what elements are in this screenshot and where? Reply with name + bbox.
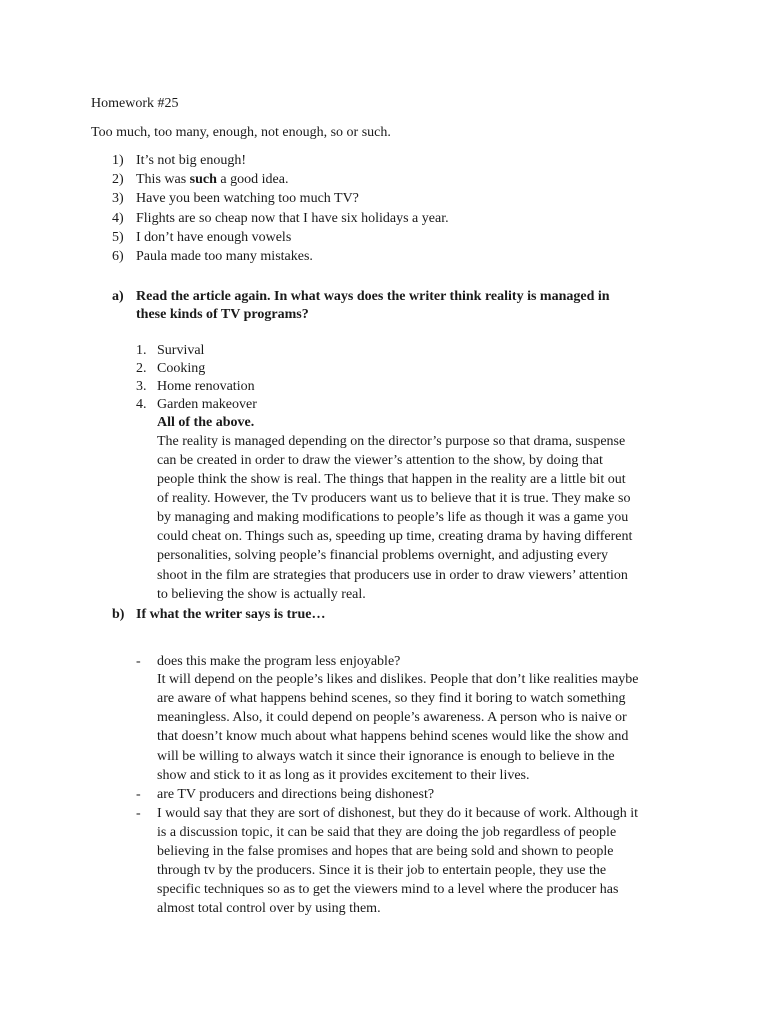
answer-line: The reality is managed depending on the director’s purpose so that drama, suspense <box>157 434 626 449</box>
program-number: 2. <box>136 361 147 376</box>
answer-line: shoot in the film are strategies that producers use in order to draw viewers’ attention <box>157 568 628 583</box>
answer-line: personalities, solving people’s financial problems overnight, and adjusting every <box>157 548 609 563</box>
item-text: Have you been watching too much TV? <box>136 191 359 206</box>
bullet-dash: - <box>136 654 141 669</box>
item-text: Paula made too many mistakes. <box>136 249 313 264</box>
question-line: If what the writer says is true… <box>136 607 326 622</box>
item-number: 3) <box>112 191 124 206</box>
answer-line: people think the show is real. The things that happen in the reality are a little bit out <box>157 472 626 487</box>
answer-line: is a discussion topic, it can be said that they are doing the job regardless of people <box>157 825 617 840</box>
answer-line: It will depend on the people’s likes and dislikes. People that don’t like realities maybe <box>157 672 639 687</box>
bullet-dash: - <box>136 806 141 821</box>
question-marker: a) <box>112 289 124 304</box>
item-text: It’s not big enough! <box>136 153 247 168</box>
item-number: 5) <box>112 230 124 245</box>
program-label: Cooking <box>157 361 206 376</box>
program-number: 3. <box>136 379 147 394</box>
answer-line: show and stick to it as long as it provides excitement to their lives. <box>157 768 530 783</box>
program-label: Home renovation <box>157 379 255 394</box>
answer-line: that doesn’t know much about what happens behind scenes would like the show and <box>157 729 629 744</box>
bullet-question: does this make the program less enjoyable? <box>157 654 401 669</box>
answer-line: almost total control over by using them. <box>157 901 381 916</box>
program-number: 1. <box>136 343 147 358</box>
item-text <box>136 171 288 189</box>
answer-line: through tv by the producers. Since it is their job to entertain people, they use the <box>157 863 607 878</box>
program-number: 4. <box>136 397 147 412</box>
item-text-emphasis: such <box>189 172 217 187</box>
answer-line: could cheat on. Things such as, speeding up time, creating drama by having different <box>157 529 633 544</box>
answer-line: of reality. However, the Tv producers want us to believe that it is true. They make so <box>157 491 631 506</box>
item-number: 6) <box>112 249 124 264</box>
item-text: I don’t have enough vowels <box>136 230 292 245</box>
question-line: these kinds of TV programs? <box>136 307 309 322</box>
item-number: 2) <box>112 172 124 187</box>
page-title: Homework #25 <box>91 96 179 111</box>
answer-line: are aware of what happens behind scenes, so they find it boring to watch something <box>157 691 626 706</box>
answer-heading: All of the above. <box>157 415 255 430</box>
bullet-question: are TV producers and directions being dishonest? <box>157 787 435 802</box>
answer-line: I would say that they are sort of dishonest, but they do it because of work. Although it <box>157 806 638 821</box>
question-marker: b) <box>112 607 125 622</box>
bullet-dash: - <box>136 787 141 802</box>
answer-line: believing in the false promises and hopes that are being sold and shown to people <box>157 844 614 859</box>
item-number: 4) <box>112 211 124 226</box>
question-line: Read the article again. In what ways does the writer think reality is managed in <box>136 289 610 304</box>
topic-line: Too much, too many, enough, not enough, so or such. <box>91 125 391 140</box>
program-label: Garden makeover <box>157 397 257 412</box>
item-text-part: This was <box>136 172 190 187</box>
answer-line: specific techniques so as to get the viewers mind to a level where the producer has <box>157 882 619 897</box>
answer-line: can be created in order to draw the viewer’s attention to the show, by doing that <box>157 453 603 468</box>
answer-line: to believing the show is actually real. <box>157 587 366 602</box>
answer-line: meaningless. Also, it could depend on people’s awareness. A person who is naive or <box>157 710 627 725</box>
program-label: Survival <box>157 343 205 358</box>
item-text-part: a good idea. <box>216 172 289 187</box>
item-text: Flights are so cheap now that I have six holidays a year. <box>136 211 449 226</box>
answer-line: will be willing to always watch it since their ignorance is enough to believe in the <box>157 749 615 764</box>
item-number: 1) <box>112 153 124 168</box>
answer-line: by managing and making modifications to people’s life as though it was a game you <box>157 510 629 525</box>
